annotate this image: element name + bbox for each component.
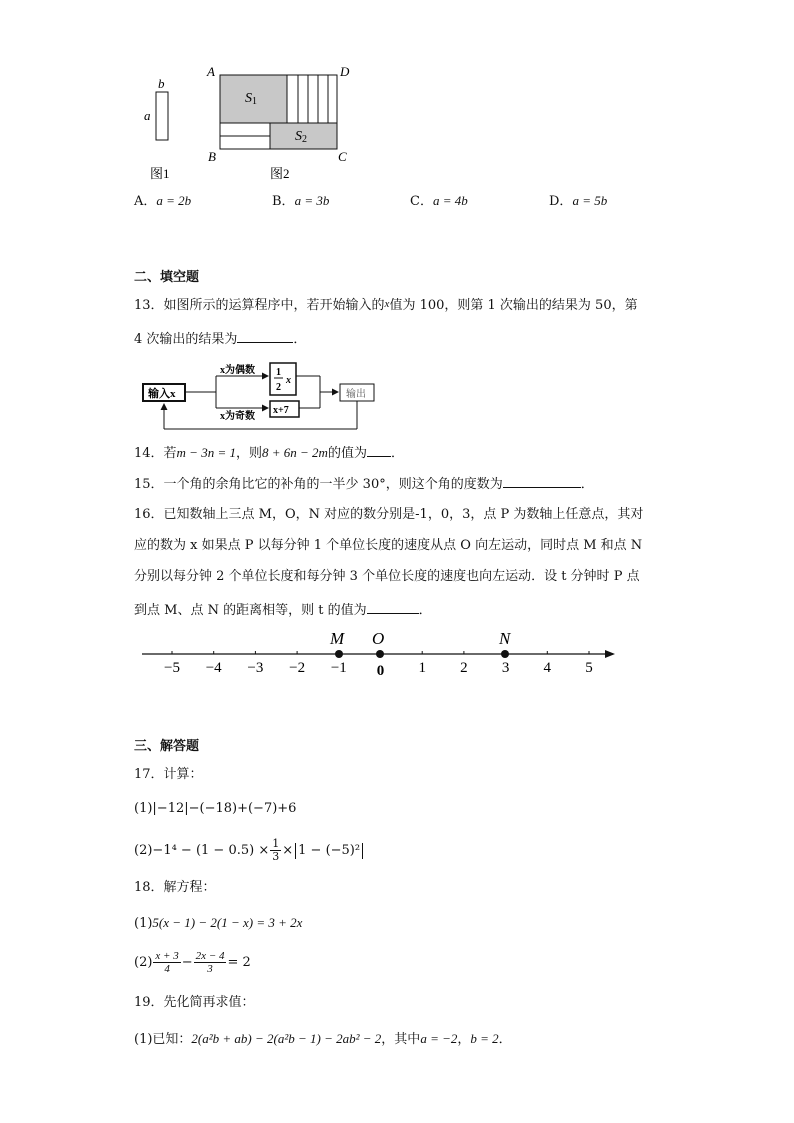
corner-D: D [340, 64, 350, 79]
q16-line2: 应的数为 x 如果点 P 以每分钟 1 个单位长度的速度从点 O 向左运动，同时点 M 和点 N [134, 538, 643, 553]
q16-line1: 16．已知数轴上三点 M，O，N 对应的数分别是-1，0，3，点 P 为数轴上任意点，其对 [134, 507, 644, 522]
point-M-dot [335, 650, 343, 658]
fig1-label-b: b [158, 76, 165, 91]
q16-line3: 分别以每分钟 2 个单位长度和每分钟 3 个单位长度的速度也向左运动．设 t 分钟时 P 点 [134, 569, 640, 584]
axis-arrow [605, 650, 615, 658]
axis-tick-label: −2 [289, 660, 306, 676]
svg-text:1: 1 [276, 367, 281, 378]
point-N-label: N [499, 629, 511, 648]
q14-answer-blank [367, 444, 391, 457]
svg-text:输入x: 输入x [148, 388, 176, 400]
fig1-rectangle [156, 92, 168, 140]
svg-text:x+7: x+7 [273, 405, 289, 416]
point-O-label: O [372, 629, 385, 648]
svg-text:输出: 输出 [346, 389, 366, 400]
q17-part1: (1)|−12|−(−18)+(−7)+6 [134, 801, 297, 816]
q15: 15．一个角的余角比它的补角的一半少 30°，则这个角的度数为 ． [134, 477, 594, 492]
axis-tick-label: −4 [205, 660, 222, 676]
axis-tick-label: −3 [247, 660, 264, 676]
axis-tick-label: 0 [376, 663, 385, 679]
point-N-dot [501, 650, 509, 658]
flow-even-label: x为偶数 [220, 365, 255, 376]
q18-part2: (2) $\frac{x + 3}{4}$ − $\frac{2x - 4}{3}$ = 2 [134, 950, 251, 976]
q17-part2: (2)−1⁴ − (1 − 0.5) × $\frac{1}{3}$ × 1 − (−5)² [134, 838, 365, 863]
fig1-caption: 图1 [150, 166, 170, 181]
axis-tick-label: 4 [543, 660, 552, 676]
q18-title: 18．解方程： [134, 880, 216, 895]
q15-answer-blank [503, 475, 581, 488]
axis-tick-label: 2 [460, 660, 468, 676]
q13-flowchart [140, 362, 380, 437]
flow-half-box [270, 363, 296, 395]
svg-text:2: 2 [276, 382, 281, 393]
q16-answer-blank [367, 601, 419, 614]
s2-label: S2 [295, 129, 307, 145]
q16-line4: 到点 M、点 N 的距离相等，则 t 的值为 ． [134, 603, 432, 618]
q13-answer-blank [237, 330, 293, 343]
q12-option-b[interactable]: B．a = 3b [272, 193, 330, 209]
q12-figure [135, 60, 375, 185]
axis-tick-label: −1 [330, 660, 347, 676]
axis-tick-label: 5 [585, 660, 593, 676]
axis-tick-label: 1 [418, 660, 426, 676]
q16-number-line [130, 625, 630, 681]
fig1-label-a: a [144, 108, 151, 123]
q17-title: 17．计算： [134, 767, 203, 782]
point-O-dot [376, 650, 384, 658]
s1-label: S1 [245, 91, 257, 107]
axis-tick-label: 3 [501, 660, 510, 676]
section3-title: 三、解答题 [134, 739, 200, 754]
q13-line1: 13．如图所示的运算程序中，若开始输入的x值为 100，则第 1 次输出的结果为 50，第 [134, 298, 638, 313]
q19-title: 19．先化简再求值： [134, 995, 255, 1010]
point-M-label: M [330, 629, 345, 648]
corner-C: C [338, 149, 347, 164]
section2-title: 二、填空题 [134, 270, 200, 285]
q12-option-c[interactable]: C．a = 4b [410, 193, 468, 209]
q14: 14．若m − 3n = 1，则8 + 6n − 2m的值为 ． [134, 445, 404, 461]
q19-part1: (1)已知：2(a²b + ab) − 2(a²b − 1) − 2ab² − 2，其中a = −2，b = 2． [134, 1031, 512, 1047]
q12-option-a[interactable]: A．a = 2b [134, 193, 192, 209]
q18-part1: (1)5(x − 1) − 2(1 − x) = 3 + 2x [134, 915, 303, 931]
axis-tick-label: −5 [164, 660, 180, 676]
svg-text:x: x [286, 375, 291, 386]
q12-option-d[interactable]: D．a = 5b [549, 193, 608, 209]
corner-B: B [208, 149, 216, 164]
flow-odd-label: x为奇数 [220, 411, 255, 422]
fig2-caption: 图2 [270, 166, 290, 181]
q13-line2: 4 次输出的结果为 ． [134, 332, 307, 347]
corner-A: A [207, 64, 215, 79]
